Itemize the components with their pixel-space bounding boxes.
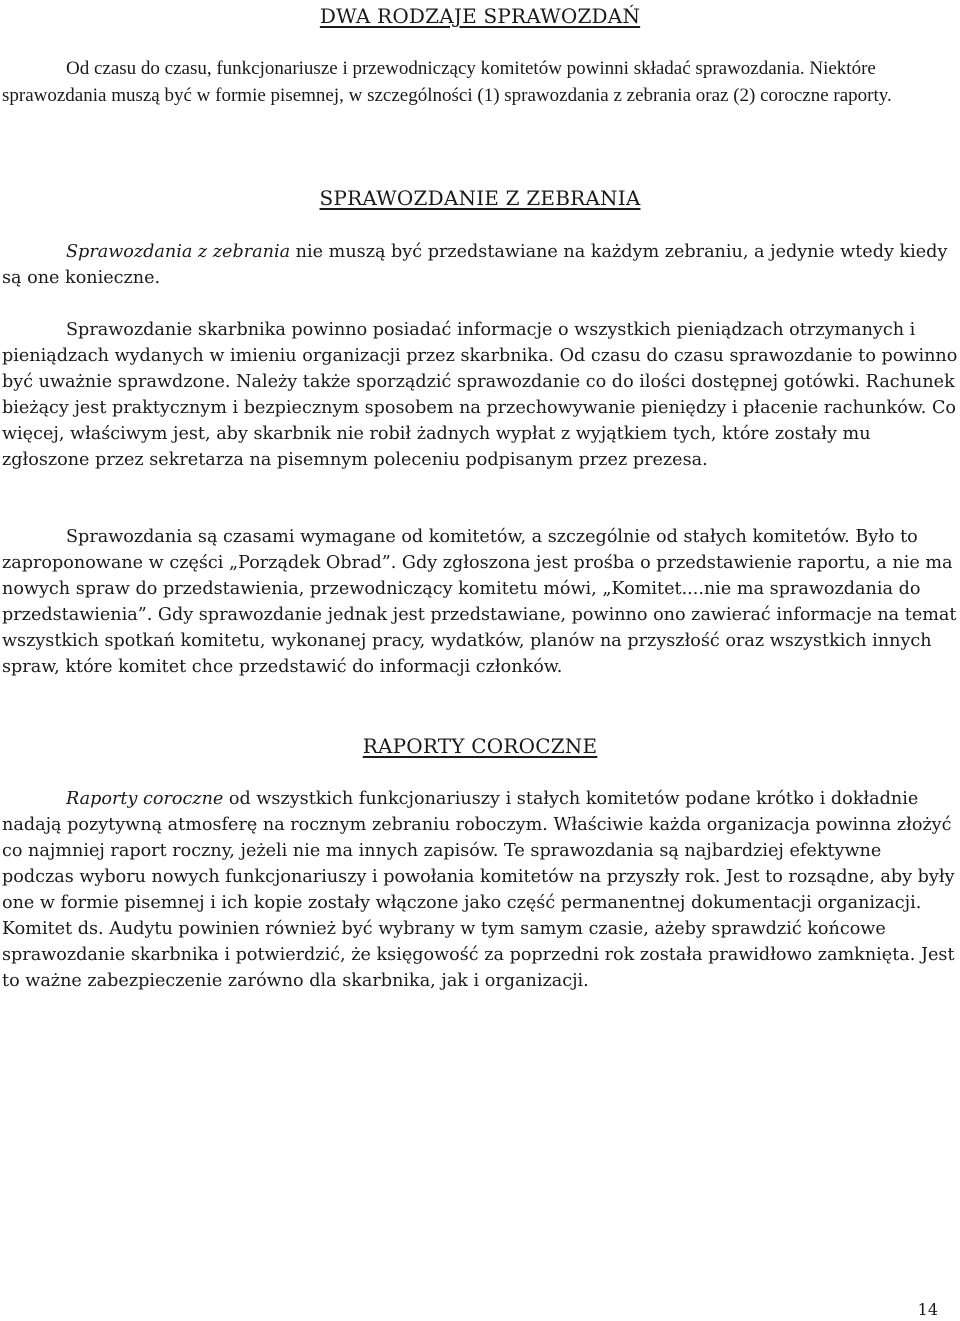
intro-paragraph-text: Od czasu do czasu, funkcjonariusze i przewodniczący komitetów powinni składać sprawozdania. Niektóre sprawozdania muszą być w formie pisemnej, w szczególności (1) sprawozdania z zebrania oraz (2) coroczne raporty. — [2, 58, 892, 106]
treasurer-paragraph-text: Sprawozdanie skarbnika powinno posiadać informacje o wszystkich pieniądzach otrzymanych i pieniądzach wydanych w imieniu organizacji przez skarbnika. Od czasu do czasu sprawozdanie to powinno być uważnie sprawdzone. Należy także sporządzić sprawozdanie co do ilości dostępnej gotówki. Rachunek bieżący jest praktycznym i bezpiecznym sposobem na przechowywanie pieniędzy i płacenie rachunków. Co więcej, właściwym jest, aby skarbnik nie robił żadnych wypłat z wyjątkiem tych, które zostały mu zgłoszone przez sekretarza na pisemnym poleceniu podpisanym przez prezesa. — [2, 320, 958, 470]
meeting-report-paragraph — [2, 239, 958, 291]
annual-reports-text: od wszystkich funkcjonariuszy i stałych komitetów podane krótko i dokładnie nadają pozytywną atmosferę na rocznym zebraniu roboczym. Właściwie każda organizacja powinna złożyć co najmniej raport roczny, jeżeli nie ma innych zapisów. Te sprawozdania są najbardziej efektywne podczas wyboru nowych funkcjonariuszy i powołania komitetów na przyszły rok. Jest to rozsądne, aby były one w formie pisemnej i ich kopie zostały włączone jako część permanentnej dokumentacji organizacji. Komitet ds. Audytu powinien również być wybrany w tym samym czasie, ażeby sprawdzić końcowe sprawozdanie skarbnika i potwierdzić, że księgowość za poprzedni rok została prawidłowo zamknięta. Jest to ważne zabezpieczenie zarówno dla skarbnika, jak i organizacji. — [2, 789, 955, 991]
annual-reports-paragraph — [2, 786, 958, 994]
section-heading-two-report-types: DWA RODZAJE SPRAWOZDAŃ — [319, 4, 641, 28]
annual-reports-term: Raporty coroczne — [66, 789, 224, 809]
section-heading-meeting-report: SPRAWOZDANIE Z ZEBRANIA — [319, 186, 641, 210]
committees-paragraph — [2, 524, 958, 680]
intro-paragraph — [2, 56, 958, 109]
page-number: 14 — [917, 1300, 938, 1319]
treasurer-paragraph — [2, 317, 958, 473]
meeting-report-term: Sprawozdania z zebrania — [66, 242, 291, 262]
meeting-report-text: nie muszą być przedstawiane na każdym zebraniu, a jedynie wtedy kiedy są one konieczne. — [2, 242, 948, 288]
committees-paragraph-text: Sprawozdania są czasami wymagane od komitetów, a szczególnie od stałych komitetów. Było to zaproponowane w części „Porządek Obrad”. Gdy zgłoszona jest prośba o przedstawienie raportu, a nie ma nowych spraw do przedstawienia, przewodniczący komitetu mówi, „Komitet....nie ma sprawozdania do przedstawienia”. Gdy sprawozdanie jednak jest przedstawiane, powinno ono zawierać informacje na temat wszystkich spotkań komitetu, wykonanej pracy, wydatków, planów na przyszłość oraz wszystkich innych spraw, które komitet chce przedstawić do informacji członków. — [2, 527, 957, 677]
section-heading-annual-reports: RAPORTY COROCZNE — [362, 734, 598, 758]
